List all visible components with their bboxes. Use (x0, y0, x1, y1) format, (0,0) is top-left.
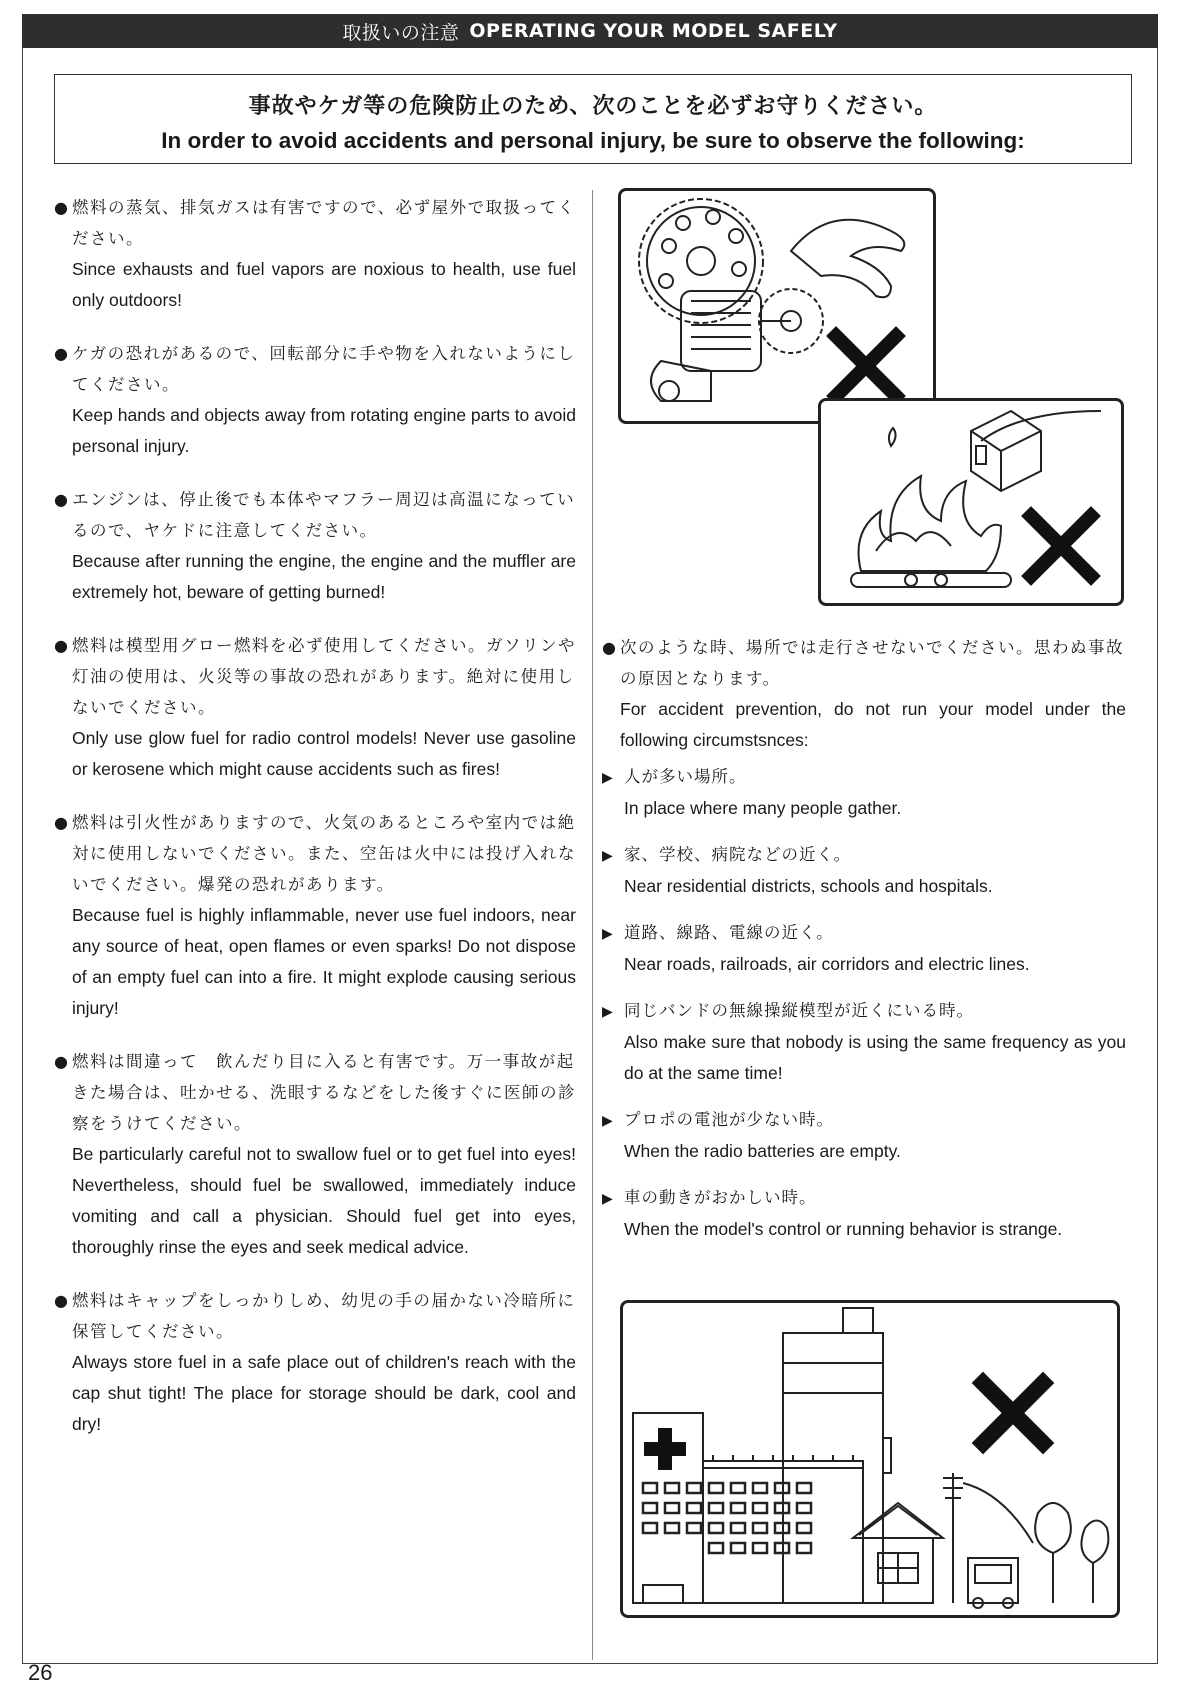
safety-item-rotating-parts (54, 338, 576, 462)
condition-roads (602, 918, 1126, 980)
bullet-icon: ● (54, 1052, 70, 1071)
page-header (22, 14, 1158, 48)
city-buildings-icon (623, 1303, 1117, 1615)
notice-box (54, 74, 1132, 164)
sub-jp: 家、学校、病院などの近く。 (624, 845, 852, 864)
notice-en: In order to avoid accidents and personal injury, be sure to observe the following: (161, 128, 1025, 153)
item-jp: 燃料は模型用グロー燃料を必ず使用してください。ガソリンや灯油の使用は、火災等の事故の恐れがあります。絶対に使用しないでください。 (72, 636, 576, 717)
triangle-bullet-icon: ▶ (602, 848, 614, 864)
safety-item-hot-engine (54, 484, 576, 608)
header-title-en: OPERATING YOUR MODEL SAFELY (469, 20, 838, 42)
item-en: Only use glow fuel for radio control models! Never use gasoline or kerosene which might cause accidents such as fires! (72, 728, 576, 779)
item-en: Be particularly careful not to swallow fuel or to get fuel into eyes! Nevertheless, should fuel be swallowed, immediately induce vomiting and call a physician. Should fuel get into eyes, thoroughly rinse the eyes and seek medical advice. (72, 1144, 576, 1257)
sub-en: Near residential districts, schools and hospitals. (624, 876, 993, 896)
item-en: For accident prevention, do not run your model under the following circumstsnces: (620, 699, 1126, 750)
sub-jp: 人が多い場所。 (624, 767, 747, 786)
triangle-bullet-icon: ▶ (602, 926, 614, 942)
header-title-jp: 取扱いの注意 (342, 21, 460, 44)
fuel-can-fire-icon (821, 401, 1121, 603)
fire-illustration (818, 398, 1124, 606)
item-jp: ケガの恐れがあるので、回転部分に手や物を入れないようにしてください。 (72, 344, 576, 394)
sub-en: Near roads, railroads, air corridors and electric lines. (624, 954, 1030, 974)
bullet-icon: ● (54, 490, 70, 509)
item-jp: 燃料の蒸気、排気ガスは有害ですので、必ず屋外で取扱ってください。 (72, 198, 576, 248)
city-illustration (620, 1300, 1120, 1618)
bullet-icon: ● (54, 1291, 70, 1310)
item-en: Always store fuel in a safe place out of children's reach with the cap shut tight! The place for storage should be dark, cool and dry! (72, 1352, 576, 1434)
engine-illustration (618, 188, 936, 424)
sub-jp: プロポの電池が少ない時。 (624, 1110, 834, 1129)
safety-item-swallow (54, 1046, 576, 1263)
left-column (54, 192, 576, 1462)
sub-en: When the radio batteries are empty. (624, 1141, 901, 1161)
item-en: Because after running the engine, the engine and the muffler are extremely hot, beware of getting burned! (72, 551, 576, 602)
safety-item-fumes (54, 192, 576, 316)
prohibited-x-icon (983, 1383, 1043, 1443)
engine-gear-hand-icon (621, 191, 933, 421)
hospital-cross-icon (644, 1428, 686, 1470)
bullet-icon: ● (54, 813, 70, 832)
sub-jp: 車の動きがおかしい時。 (624, 1188, 817, 1207)
condition-residential (602, 840, 1126, 902)
notice-jp: 事故やケガ等の危険防止のため、次のことを必ずお守りください。 (248, 94, 938, 119)
triangle-bullet-icon: ▶ (602, 1113, 614, 1129)
prohibited-x-icon (836, 336, 896, 396)
triangle-bullet-icon: ▶ (602, 770, 614, 786)
item-jp: 燃料は間違って 飲んだり目に入ると有害です。万一事故が起きた場合は、吐かせる、洗眼するなどをした後すぐに医師の診察をうけてください。 (72, 1052, 576, 1133)
sub-jp: 道路、線路、電線の近く。 (624, 923, 834, 942)
bullet-icon: ● (54, 344, 70, 363)
safety-item-running-conditions (602, 632, 1126, 756)
condition-behavior (602, 1183, 1126, 1245)
triangle-bullet-icon: ▶ (602, 1004, 614, 1020)
item-en: Keep hands and objects away from rotating engine parts to avoid personal injury. (72, 405, 576, 456)
condition-batteries (602, 1105, 1126, 1167)
column-divider (592, 190, 593, 1660)
safety-item-glow-fuel (54, 630, 576, 785)
sub-en: When the model's control or running behavior is strange. (624, 1219, 1063, 1239)
page-number: 26 (28, 1660, 53, 1685)
condition-crowds (602, 762, 1126, 824)
bullet-icon: ● (54, 636, 70, 655)
prohibited-x-icon (1031, 516, 1091, 576)
bullet-icon: ● (54, 198, 70, 217)
safety-item-inflammable (54, 807, 576, 1024)
item-en: Because fuel is highly inflammable, never use fuel indoors, near any source of heat, open flames or even sparks! Do not dispose of an empty fuel can into a fire. It might explode causing serious injury! (72, 905, 576, 1018)
bullet-icon: ● (602, 638, 618, 657)
item-jp: エンジンは、停止後でも本体やマフラー周辺は高温になっているので、ヤケドに注意してください。 (72, 490, 576, 540)
item-jp: 次のような時、場所では走行させないでください。思わぬ事故の原因となります。 (620, 638, 1124, 688)
safety-item-storage (54, 1285, 576, 1440)
sub-en: In place where many people gather. (624, 798, 902, 818)
item-en: Since exhausts and fuel vapors are noxious to health, use fuel only outdoors! (72, 259, 576, 310)
sub-jp: 同じバンドの無線操縦模型が近くにいる時。 (624, 1001, 974, 1020)
condition-frequency (602, 996, 1126, 1089)
sub-en: Also make sure that nobody is using the same frequency as you do at the same time! (624, 1032, 1126, 1083)
item-jp: 燃料はキャップをしっかりしめ、幼児の手の届かない冷暗所に保管してください。 (72, 1291, 576, 1341)
right-column (602, 632, 1126, 1261)
triangle-bullet-icon: ▶ (602, 1191, 614, 1207)
item-jp: 燃料は引火性がありますので、火気のあるところや室内では絶対に使用しないでください。また、空缶は火中には投げ入れないでください。爆発の恐れがあります。 (72, 813, 576, 894)
